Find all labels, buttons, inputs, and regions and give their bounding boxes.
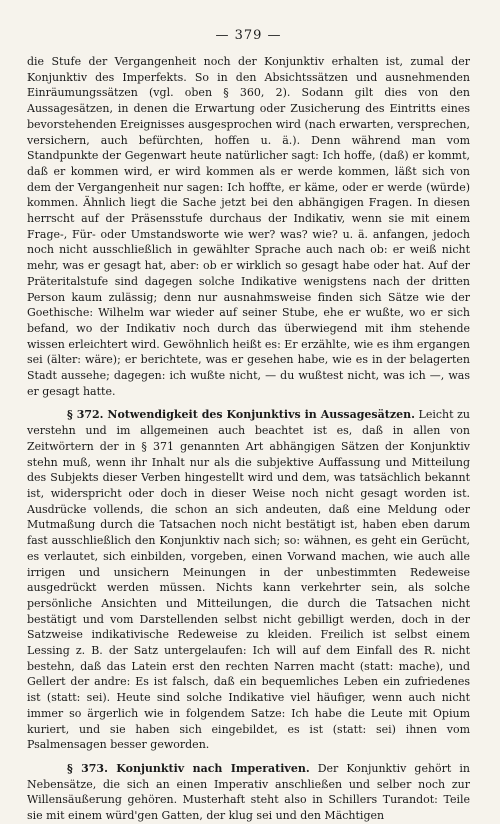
paragraph-continuation [27,54,470,399]
page-number: — 379 — [215,28,282,43]
section-373 [27,761,470,824]
paragraph-text: Der Konjunktiv gehört in Nebensätze, die sich an einen Imperativ anschließen und selber noch zur Willensäußerung gehören. Musterhaft steht also in Schillers Turandot: Teile sie mit einem würd'gen Gatten, der klug sei und den Mächtigen [27,761,470,823]
section-heading: § 373. Konjunktiv nach Imperativen. [67,761,310,775]
paragraph-text: Leicht zu verstehn und im allgemeinen auch beachtet ist es, daß in allen von Zeitwörtern der in § 371 genannten Art abhängigen Sätzen der Konjunktiv stehn muß, wenn ihr Inhalt nur als die subjektive Auffassung und Mitteilung des Subjekts dieser Verben hingestellt wird und dem, was tatsächlich bekannt ist, widerspricht oder doch in dieser Weise noch nicht gesagt worden ist. Ausdrücke vollends, die schon an sich andeuten, daß eine Meldung oder Mutmaßung durch die Tatsachen noch nicht bestätigt ist, haben eben darum fast ausschließlich den Konjunktiv nach sich; so: wähnen, es geht ein Gerücht, es verlautet, sich einbilden, vorgeben, einen Vorwand machen, wie auch alle irrigen und unsichern Meinungen in der unbestimmten Redeweise ausgedrückt werden müssen. Nichts kann verkehrter sein, als solche persönliche Ansichten und Mitteilungen, die durch die Tatsachen nicht bestätigt und vom Darstellenden selbst nicht gebilligt werden, doch in der Satzweise indikativische Redeweise zu kleiden. Freilich ist selbst einem Lessing z. B. der Satz untergelaufen: Ich will auf dem Einfall des R. nicht bestehn, daß das Latein erst den rechten Narren macht (statt: mache), und Gellert der andre: Es ist falsch, daß ein bequemliches Leben ein zufriedenes ist (statt: sei). Heute sind solche Indikative viel häufiger, wenn auch nicht immer so ärgerlich wie in folgendem Satze: Ich habe die Leute mit Opium kuriert, und sie haben sich eingebildet, es ist (statt: sei) ihnen vom Psalmensagen besser geworden. [27,408,471,752]
section-372 [27,407,470,752]
section-heading: § 372. Notwendigkeit des Konjunktivs in Aussagesätzen. [67,408,415,422]
paragraph-text: die Stufe der Vergangenheit noch der Konjunktiv erhalten ist, zumal der Konjunktiv des Imperfekts. So in den Absichtssätzen und ausnehmenden Einräumungssätzen (vgl. oben § 360, 2). Sodann gilt dies von den Aussagesätzen, in denen die Erwartung oder Zusicherung des Eintritts eines bevorstehenden Ereignisses ausgesprochen wird (nach erwarten, versprechen, versichern, auch befürchten, hoffen u. ä.). Denn während man vom Standpunkte der Gegenwart heute natürlicher sagt: Ich hoffe, (daß) er kommt, daß er kommen wird, er wird kommen als er werde kommen, läßt sich von dem der Vergangenheit nur sagen: Ich hoffte, er käme, oder er werde (würde) kommen. Ähnlich liegt die Sache jetzt bei den abhängigen Fragen. In diesen herrscht auf der Präsensstufe durchaus der Indikativ, wenn sie mit einem Frage-, Für- oder Umstandsworte wie wer? was? wie? u. ä. anfangen, jedoch noch nicht ausschließlich in gewählter Sprache auch nach ob: er weiß nicht mehr, was er gesagt hat, aber: ob er wirklich so gesagt habe oder hat. Auf der Präteritalstufe sind dagegen solche Indikative wenigstens nach der dritten Person kaum zulässig; denn nur ausnahmsweise finden sich Sätze wie der Goethische: Wilhelm war wieder auf seiner Stube, ehe er wußte, wo er sich befand, wo der Indikativ noch durch das überwiegend mit ihm stehende wissen erleichtert wird. Gewöhnlich heißt es: Er erzählte, wie es ihm ergangen sei (älter: wäre); er berichtete, was er gesehen habe, wie es in der belagerten Stadt aussehe; dagegen: ich wußte nicht, — du wußtest nicht, was ich —, was er gesagt hatte. [27,55,470,398]
